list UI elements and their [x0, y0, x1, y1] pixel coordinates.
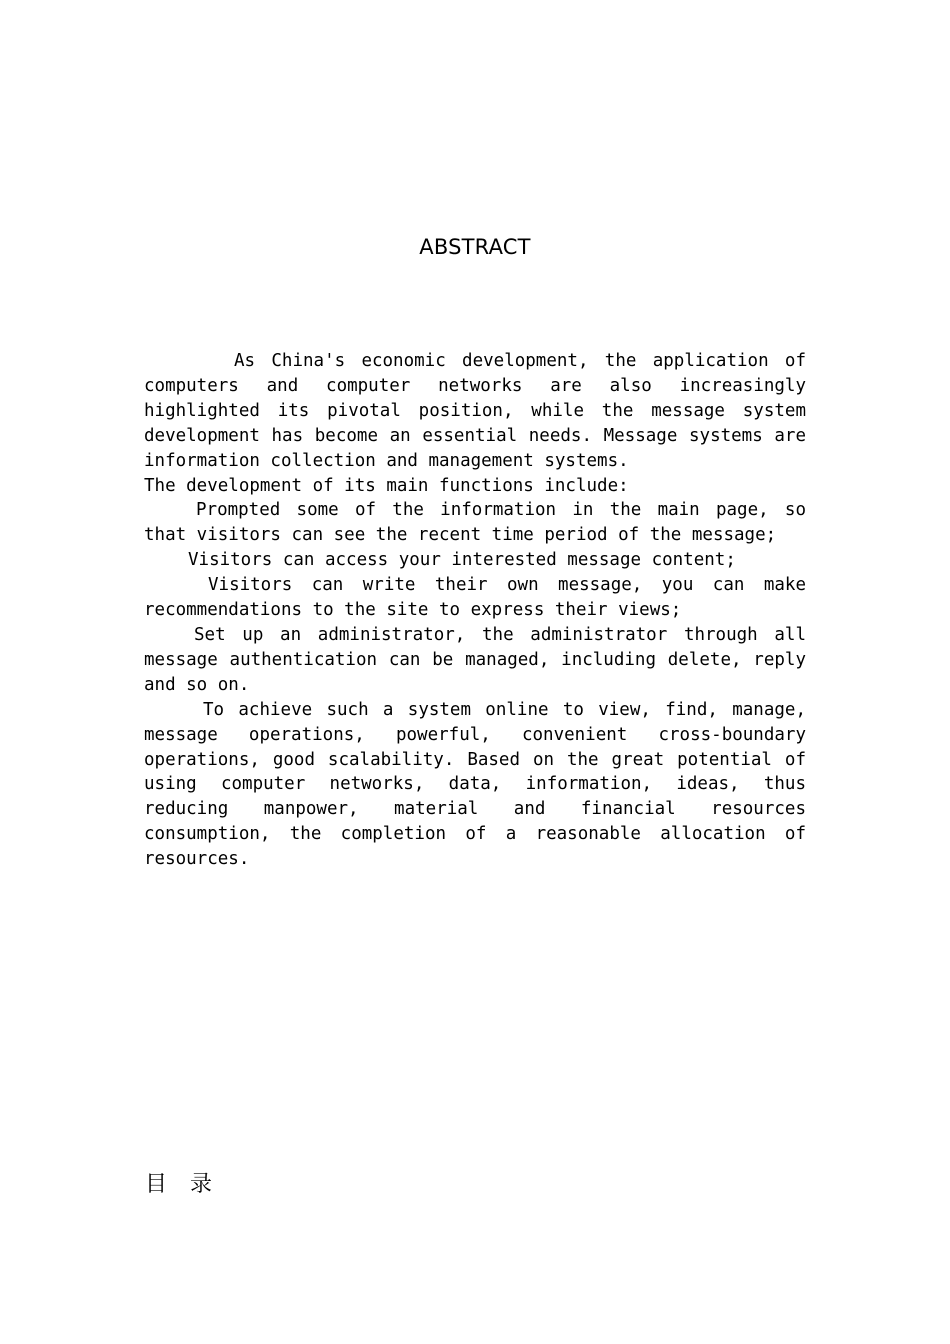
abstract-title: ABSTRACT: [419, 235, 531, 259]
abstract-paragraph: Set up an administrator, the administrator through all message authentication can be managed, including delete, reply and so on.: [144, 624, 806, 695]
table-of-contents-heading: 目 录: [145, 1172, 220, 1197]
abstract-paragraph: Prompted some of the information in the main page, so that visitors can see the recent time period of the message;: [144, 500, 806, 546]
abstract-body: [144, 349, 806, 872]
abstract-paragraph: Visitors can access your interested message content;: [188, 550, 736, 571]
abstract-paragraph: As China's economic development, the application of computers and computer networks are also increasingly highlighted its pivotal position, while the message system development has become an essential needs. Message systems are information collection and management systems.: [144, 351, 806, 471]
abstract-paragraph: To achieve such a system online to view, find, manage, message operations, powerful, convenient cross-boundary operations, good scalability. Based on the great potential of using computer networks, data, information, ideas, thus reducing manpower, material and financial resources consumption, the completion of a reasonable allocation of resources.: [144, 699, 806, 870]
abstract-paragraph: The development of its main functions include:: [144, 475, 629, 496]
abstract-paragraph: Visitors can write their own message, you can make recommendations to the site to express their views;: [144, 575, 806, 621]
